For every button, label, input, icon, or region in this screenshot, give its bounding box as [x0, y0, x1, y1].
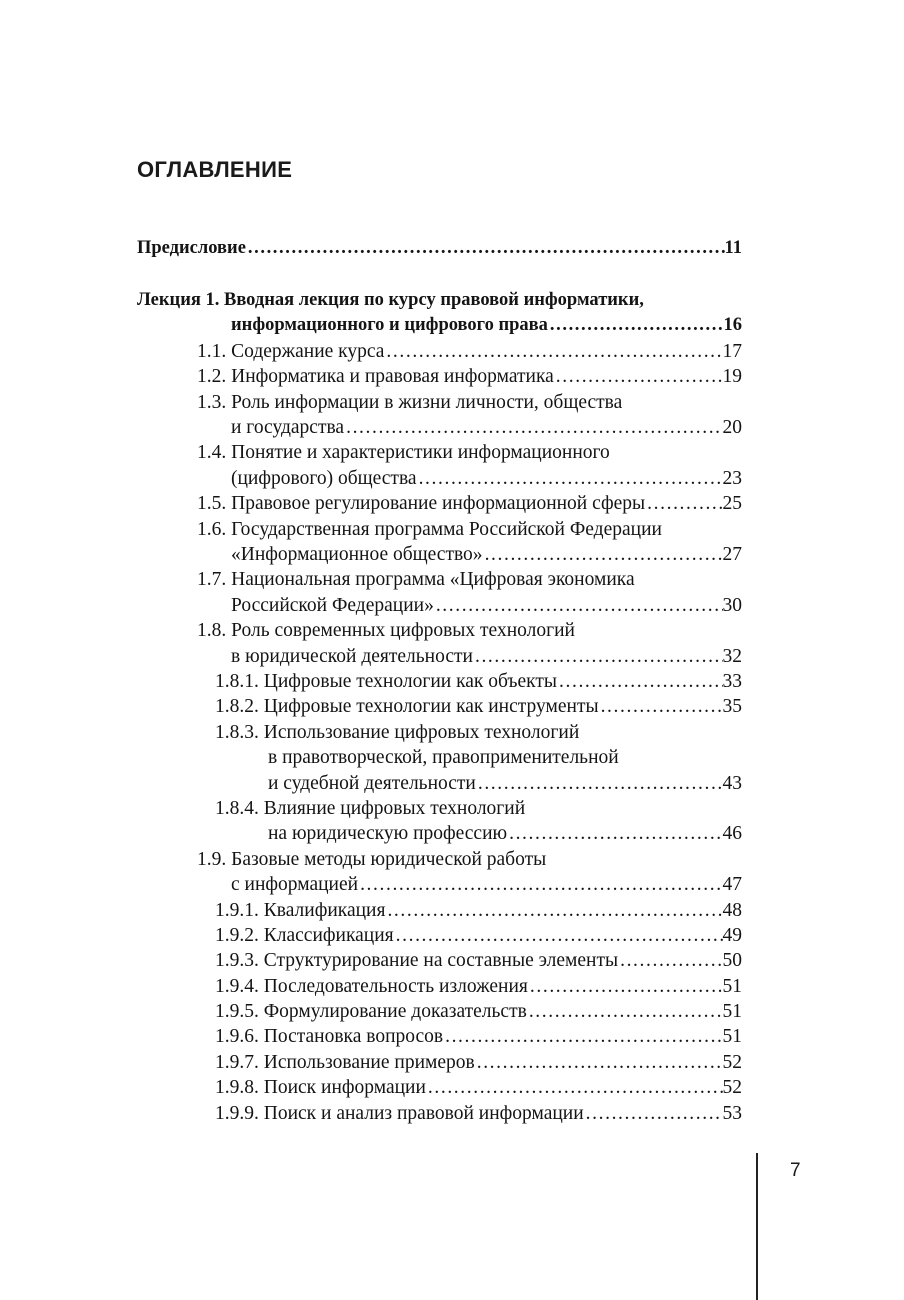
toc-entry-text: с информацией: [231, 874, 359, 895]
toc-entry-1-8-4-cont[interactable]: [268, 821, 742, 846]
toc-entry-text: и судебной деятельности: [268, 773, 476, 794]
toc-entry-1-9-cont[interactable]: [231, 872, 742, 897]
dot-leader: [528, 974, 723, 999]
toc-entry-1-9-4[interactable]: [215, 974, 742, 999]
toc-entry-page: 51: [722, 1001, 742, 1022]
toc-entry-1-9-2[interactable]: [215, 923, 742, 948]
toc-entry-text: 1.9.8. Поиск информации: [215, 1077, 426, 1098]
dot-leader: [557, 669, 722, 694]
dot-leader: [394, 923, 723, 948]
toc-entry-page: 19: [722, 366, 742, 387]
dot-leader: [618, 948, 722, 973]
toc-entry-page: 25: [722, 493, 742, 514]
toc-entry-text: 1.6. Государственная программа Российской Федерации: [197, 519, 662, 540]
page-number: 7: [790, 1160, 801, 1181]
dot-leader: [358, 872, 722, 897]
toc-entry-1-8-3-cont[interactable]: [268, 745, 742, 770]
dot-leader: [584, 1101, 723, 1126]
toc-entry-page: 47: [722, 874, 742, 895]
toc-entry-page: 32: [722, 646, 742, 667]
toc-entry-page: 52: [722, 1077, 742, 1098]
toc-entry-page: 43: [722, 773, 742, 794]
toc-entry-page: 17: [722, 341, 742, 362]
toc-entry-text: 1.2. Информатика и правовая информатика: [197, 366, 554, 387]
toc-entry-text: «Информационное общество»: [231, 544, 483, 565]
toc-entry-page: 35: [722, 696, 742, 717]
toc-entry-page: 23: [722, 468, 742, 489]
toc-entry-text: 1.8. Роль современных цифровых технологий: [197, 620, 575, 641]
toc-entry-1-8-1[interactable]: [215, 669, 742, 694]
toc-entry-text: 1.9.2. Классификация: [215, 925, 394, 946]
toc-entry-1-9-3[interactable]: [215, 948, 742, 973]
toc-entry-page: 33: [722, 671, 742, 692]
toc-entry-page: 49: [722, 925, 742, 946]
toc-entry-1-9[interactable]: [197, 847, 742, 872]
toc-entry-1-5[interactable]: [197, 491, 742, 516]
toc-entry-1-8-3-cont2[interactable]: [268, 771, 742, 796]
toc-entry-1-3-cont[interactable]: [231, 415, 742, 440]
toc-entry-1-2[interactable]: [197, 364, 742, 389]
dot-leader: [385, 898, 722, 923]
toc-entry-1-4-cont[interactable]: [231, 466, 742, 491]
toc-entry-preface[interactable]: [137, 236, 742, 261]
toc-entry-text: Лекция 1. Вводная лекция по курсу правовой информатики,: [137, 290, 644, 310]
dot-leader: [548, 313, 724, 338]
toc-entry-text: 1.7. Национальная программа «Цифровая экономика: [197, 569, 635, 590]
toc-entry-1-8-4[interactable]: [215, 796, 742, 821]
dot-leader: [426, 1075, 723, 1100]
dot-leader: [384, 339, 722, 364]
toc-entry-text: 1.8.3. Использование цифровых технологий: [215, 722, 580, 743]
toc-entry-text: 1.8.4. Влияние цифровых технологий: [215, 798, 526, 819]
toc-entry-page: 52: [722, 1052, 742, 1073]
toc-entry-1-7[interactable]: [197, 567, 742, 592]
toc-entry-1-9-7[interactable]: [215, 1050, 742, 1075]
dot-leader: [473, 644, 723, 669]
dot-leader: [443, 1024, 722, 1049]
toc-entry-page: 11: [724, 238, 742, 258]
toc-entry-text: 1.8.1. Цифровые технологии как объекты: [215, 671, 558, 692]
toc-entry-text: 1.9.7. Использование примеров: [215, 1052, 475, 1073]
toc-entry-text: 1.9.1. Квалификация: [215, 900, 386, 921]
toc-entry-lecture-1-cont[interactable]: [231, 313, 742, 338]
toc-entry-text: 1.9.9. Поиск и анализ правовой информации: [215, 1103, 584, 1124]
toc-entry-page: 16: [723, 315, 742, 335]
dot-leader: [344, 415, 722, 440]
toc-entry-1-8-cont[interactable]: [231, 644, 742, 669]
toc-entry-text: 1.9.4. Последовательность изложения: [215, 976, 528, 997]
toc-entry-text: 1.1. Содержание курса: [197, 341, 385, 362]
page-title: ОГЛАВЛЕНИЕ: [137, 157, 293, 182]
dot-leader: [507, 821, 722, 846]
toc-entry-text: 1.9.5. Формулирование доказательств: [215, 1001, 527, 1022]
page-margin-rule: [756, 1153, 758, 1300]
toc-entry-lecture-1[interactable]: [137, 288, 742, 313]
toc-entry-text: в юридической деятельности: [231, 646, 473, 667]
toc-entry-text: 1.5. Правовое регулирование информационной сферы: [197, 493, 646, 514]
toc-entry-text: Российской Федерации»: [231, 595, 434, 616]
toc-entry-text: 1.4. Понятие и характеристики информационного: [197, 442, 610, 463]
toc-entry-text: 1.8.2. Цифровые технологии как инструменты: [215, 696, 599, 717]
dot-leader: [417, 466, 723, 491]
toc-entry-text: 1.9.3. Структурирование на составные элементы: [215, 950, 619, 971]
toc-entry-page: 51: [722, 1026, 742, 1047]
dot-leader: [645, 491, 722, 516]
toc-entry-page: 51: [722, 976, 742, 997]
toc-entry-text: информационного и цифрового права: [231, 315, 548, 335]
dot-leader: [246, 236, 725, 261]
toc-entry-page: 20: [722, 417, 742, 438]
toc-entry-1-8-2[interactable]: [215, 694, 742, 719]
toc-entry-page: 48: [722, 900, 742, 921]
dot-leader: [434, 593, 723, 618]
toc-entry-1-9-6[interactable]: [215, 1024, 742, 1049]
dot-leader: [527, 999, 723, 1024]
toc-entry-1-1[interactable]: [197, 339, 742, 364]
toc-entry-1-4[interactable]: [197, 440, 742, 465]
toc-entry-1-9-8[interactable]: [215, 1075, 742, 1100]
dot-leader: [476, 771, 723, 796]
toc-entry-text: 1.9.6. Постановка вопросов: [215, 1026, 444, 1047]
toc-entry-1-3[interactable]: [197, 390, 742, 415]
toc-entry-1-6[interactable]: [197, 517, 742, 542]
dot-leader: [599, 694, 723, 719]
toc-entry-1-6-cont[interactable]: [231, 542, 742, 567]
toc-entry-text: (цифрового) общества: [231, 468, 417, 489]
toc-entry-1-8-3[interactable]: [215, 720, 742, 745]
toc-entry-page: 53: [722, 1103, 742, 1124]
toc-entry-1-7-cont[interactable]: [231, 593, 742, 618]
toc-entry-page: 30: [722, 595, 742, 616]
toc-entry-text: и государства: [231, 417, 345, 438]
toc-entry-page: 46: [722, 823, 742, 844]
toc-entry-1-9-9[interactable]: [215, 1101, 742, 1126]
dot-leader: [483, 542, 723, 567]
toc-entry-text: 1.9. Базовые методы юридической работы: [197, 849, 547, 870]
toc-entry-text: на юридическую профессию: [268, 823, 508, 844]
toc-entry-text: 1.3. Роль информации в жизни личности, общества: [197, 392, 623, 413]
toc-entry-text: в правотворческой, правоприменительной: [268, 747, 619, 768]
toc-entry-1-9-5[interactable]: [215, 999, 742, 1024]
toc-entry-page: 50: [722, 950, 742, 971]
toc-entry-1-8[interactable]: [197, 618, 742, 643]
toc-entry-1-9-1[interactable]: [215, 898, 742, 923]
dot-leader: [554, 364, 723, 389]
toc-entry-page: 27: [722, 544, 742, 565]
toc-entry-text: Предисловие: [137, 238, 246, 258]
dot-leader: [475, 1050, 723, 1075]
